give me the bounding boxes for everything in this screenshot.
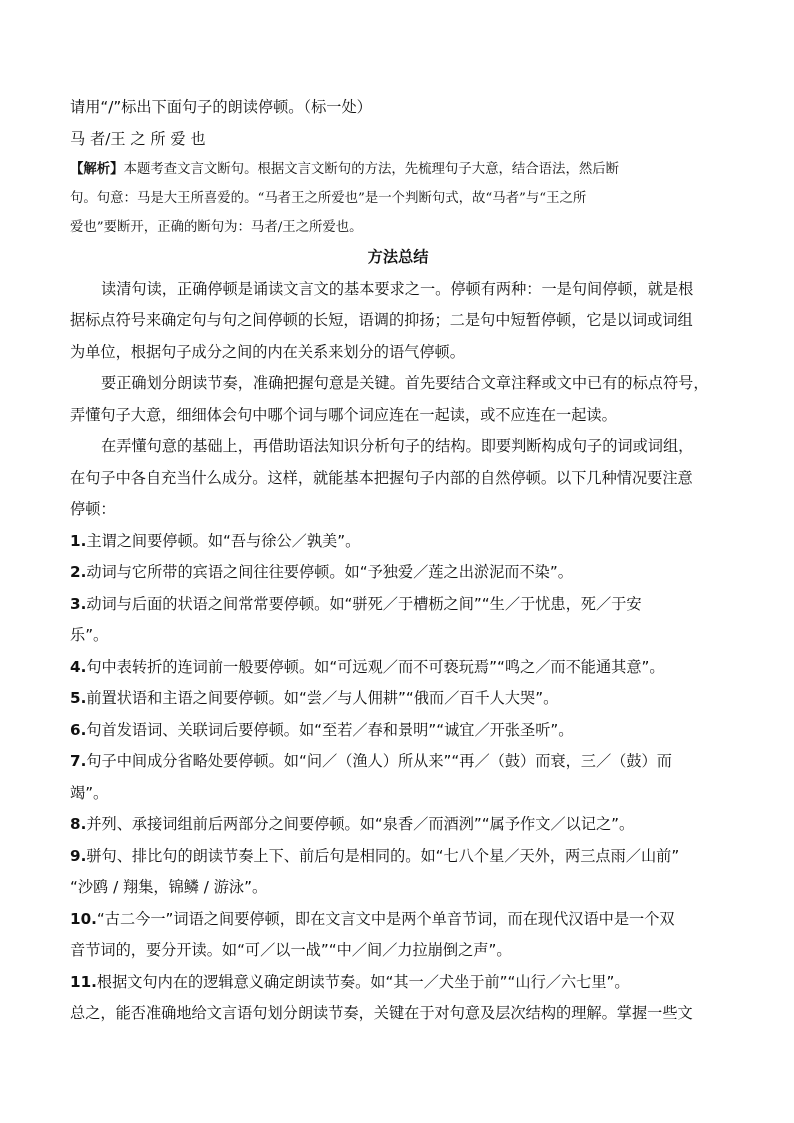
analysis-text: 本题考查文言文断句。根据文言文断句的方法，先梳理句子大意，结合语法，然后断 [123,162,620,177]
summary-title: 方法总结 [367,248,429,266]
rule-text: 动词与它所带的宾语之间往往要停顿。如“予独爱／莲之出淤泥而不染”。 [86,563,573,581]
rule-5 [70,683,726,715]
analysis-label: 【解析】 [70,161,124,177]
rule-4 [70,652,726,684]
rule-text: 主谓之间要停顿。如“吾与徐公／孰美”。 [86,531,361,550]
rule-number: 11. [70,972,97,991]
summary-paragraph-1-line-1: 读清句读，正确停顿是诵读文言文的基本要求之一。停顿有两种：一是句间停顿，就是根 [101,279,694,298]
rule-text: “古二今一”词语之间要停顿，即在文言文中是两个单音节词，而在现代汉语中是一个双 [96,909,675,928]
analysis-line-2: 句。句意：马是大王所喜爱的。“马者王之所爱也”是一个判断句式，故“马者”与“王之所 [70,191,587,206]
summary-paragraph-1-line-2: 据标点符号来确定句与句之间停顿的长短，语调的抑扬；二是句中短暂停顿，它是以词或词组 [70,311,693,329]
summary-paragraph-2-line-2: 弄懂句子大意，细细体会句中哪个词与哪个词应连在一起读，或不应连在一起读。 [70,405,617,424]
rule-number: 3. [70,594,87,613]
rule-2 [70,557,726,589]
summary-paragraph-2-line-1: 要正确划分朗读节奏，准确把握句意是关键。首先要结合文章注释或文中已有的标点符号， [101,374,709,392]
rule-text: 句首发语词、关联词后要停顿。如“至若／春和景明”“诚宜／开张圣听”。 [86,720,574,739]
rule-9-continued: “沙鸥 / 翔集，锦鳞 / 游泳”。 [70,878,268,896]
summary-paragraph-3-line-3: 停顿： [70,500,116,518]
rule-number: 8. [70,815,87,833]
summary-closing: 总之，能否准确地给文言语句划分朗读节奏，关键在于对句意及层次结构的理解。掌握一些文 [70,1004,693,1022]
rule-11 [70,967,726,999]
summary-paragraph-3-line-2: 在句子中各自充当什么成分。这样，就能基本把握句子内部的自然停顿。以下几种情况要注意 [70,468,693,487]
document-page [70,92,726,1030]
rule-number: 7. [70,752,87,770]
rule-number: 10. [70,909,97,928]
analysis-line-3: 爱也”要断开，正确的断句为：马者/王之所爱也。 [70,220,363,235]
question-prompt: 请用“/”标出下面句子的朗读停顿。（标一处） [70,98,372,116]
rule-10-continued: 音节词的，要分开读。如“可／以一战”“中／间／力拉崩倒之声”。 [70,941,512,959]
rule-number: 1. [70,531,87,550]
rule-6 [70,715,726,747]
summary-paragraph-3-line-1: 在弄懂句意的基础上，再借助语法知识分析句子的结构。即要判断构成句子的词或词组， [101,437,694,455]
rule-text: 骈句、排比句的朗读节奏上下、前后句是相同的。如“七八个星／天外，两三点雨／山前” [86,846,680,865]
rule-text: 前置状语和主语之间要停顿。如“尝／与人佣耕”“俄而／百千人大哭”。 [86,689,559,707]
rule-8 [70,809,726,841]
analysis-line-1 [70,155,726,184]
rule-7-continued: 竭”。 [70,783,109,802]
rule-1 [70,526,726,558]
rule-3-continued: 乐”。 [70,626,109,644]
rule-number: 5. [70,689,87,707]
rule-7 [70,746,726,778]
rule-number: 2. [70,563,87,581]
rule-9 [70,841,726,873]
rule-text: 并列、承接词组前后两部分之间要停顿。如“泉香／而酒洌”“属予作文／以记之”。 [86,815,635,833]
rule-text: 根据文句内在的逻辑意义确定朗读节奏。如“其一／犬坐于前”“山行／六七里”。 [96,972,630,991]
rule-text: 句中表转折的连词前一般要停顿。如“可远观／而不可亵玩焉”“鸣之／而不能通其意”。 [86,657,665,676]
question-sentence: 马 者/王 之 所 爱 也 [70,129,206,148]
rule-10 [70,904,726,936]
rule-number: 6. [70,720,87,739]
rule-text: 句子中间成分省略处要停顿。如“问／（渔人）所从来”“再／（鼓）而衰，三／（鼓）而 [86,752,672,770]
rule-3 [70,589,726,621]
rule-number: 4. [70,657,87,676]
rule-text: 动词与后面的状语之间常常要停顿。如“骈死／于槽枥之间”“生／于忧患，死／于安 [86,594,642,613]
summary-paragraph-1-line-3: 为单位，根据句子成分之间的内在关系来划分的语气停顿。 [70,342,465,361]
rule-number: 9. [70,846,87,865]
